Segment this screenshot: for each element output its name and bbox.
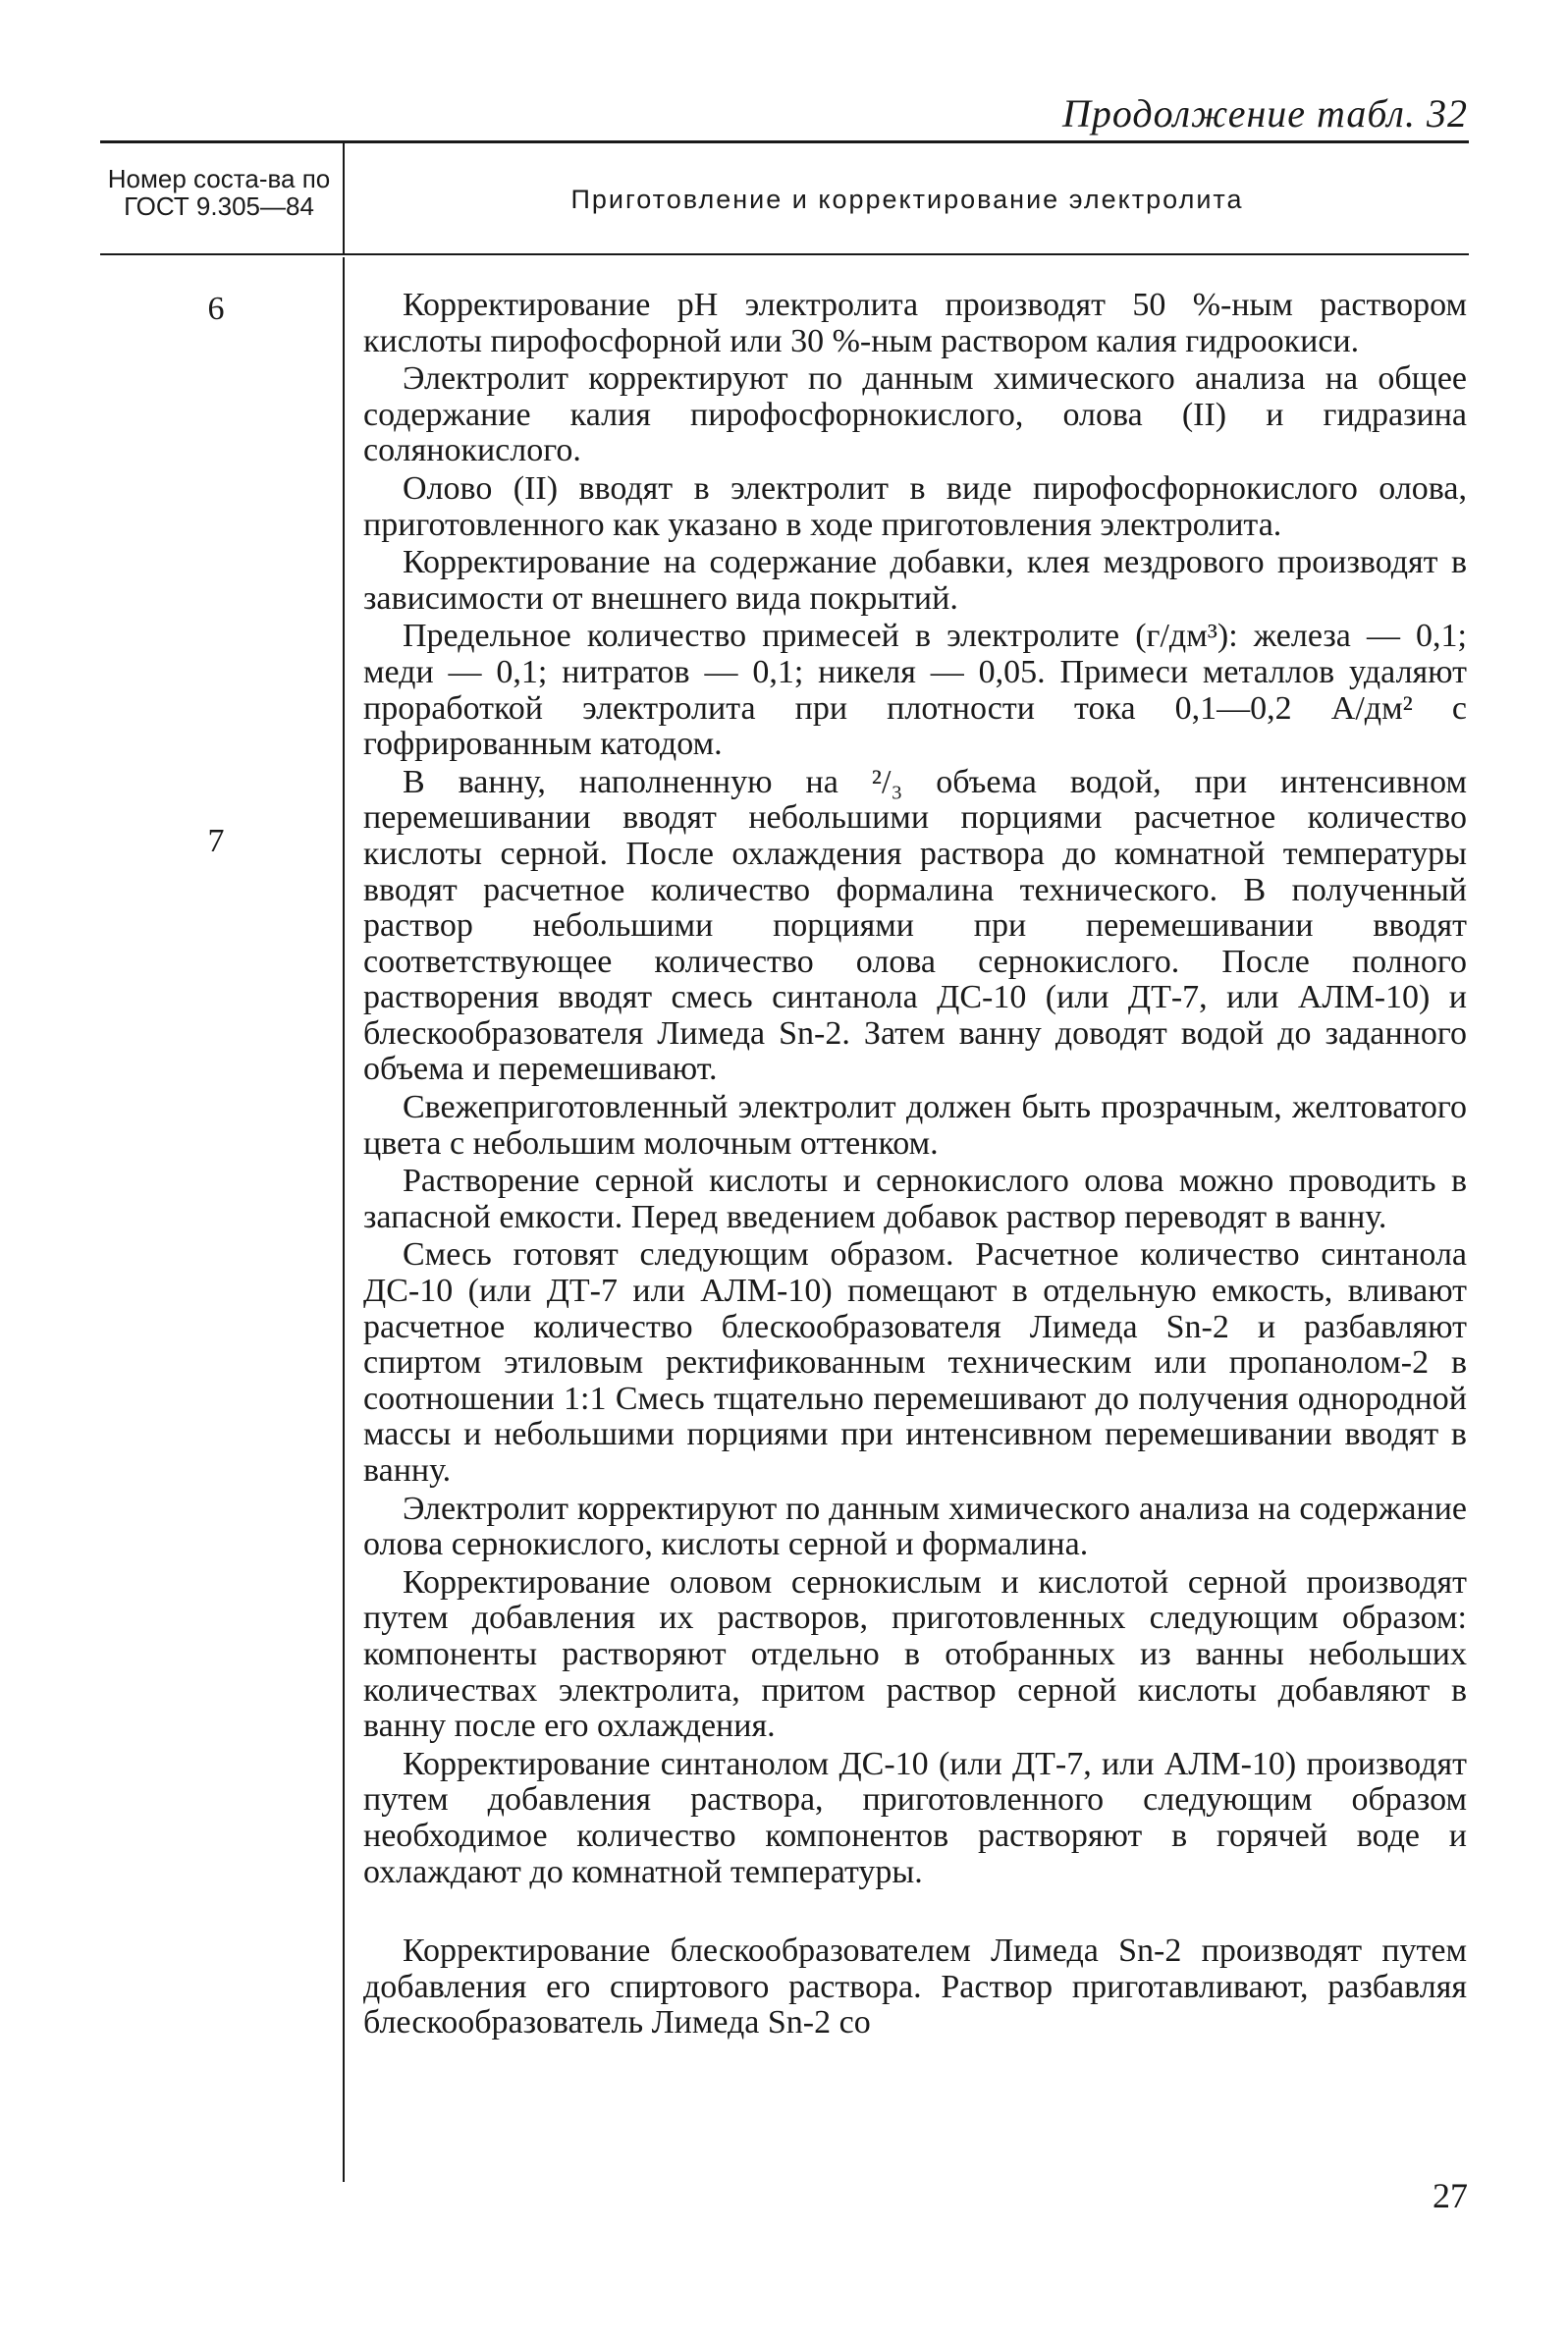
paragraph: Корректирование на содержание добавки, клея мездрового производят в зависимости от внешнего вида покрытий. bbox=[363, 544, 1467, 617]
paragraph: Корректирование блескообразователем Лимеда Sn-2 производят путем добавления его спиртового раствора. Раствор приготавливают, разбавляя блескообразователь Лимеда Sn-2 со bbox=[363, 1933, 1467, 2042]
page-number: 27 bbox=[1433, 2176, 1468, 2215]
paragraph: Корректирование pH электролита производят 50 %-ным раствором кислоты пирофосфорной или 30 %-ным раствором калия гидроокиси. bbox=[363, 287, 1467, 359]
paragraph: В ванну, наполненную на ²/₃ объема водой, при интенсивном перемешивании вводят небольшими порциями расчетное количество кислоты серной. После охлаждения раствора до комнатной температуры вводят расчетное количество формалина технического. В полученный раствор небольшими порциями при перемешивании вводят соответствующее количество олова сернокислого. После полного растворения вводят смесь синтанола ДС-10 (или ДТ-7, или АЛМ-10) и блескообразователя Лимеда Sn-2. Затем ванну доводят водой до заданного объема и перемешивают. bbox=[363, 763, 1467, 1088]
paragraph: Смесь готовят следующим образом. Расчетное количество синтанола ДС-10 (или ДТ-7 или АЛМ-10) помещают в отдельную емкость, вливают расчетное количество блескообразователя Лимеда Sn-2 и разбавляют спиртом этиловым ректификованным техническим или пропанолом-2 в соотношении 1:1 Смесь тщательно перемешивают до получения однородной массы и небольшими порциями при интенсивном перемешивании вводят в ванну. bbox=[363, 1236, 1467, 1489]
table-caption: Продолжение табл. 32 bbox=[1061, 91, 1468, 136]
body-column-divider bbox=[343, 257, 345, 2182]
row-number-6: 6 bbox=[207, 291, 225, 327]
paragraph: Электролит корректируют по данным химического анализа на содержание олова сернокислого, кислоты серной и формалина. bbox=[363, 1490, 1467, 1563]
column-header-composition-number: Номер соста-ва по ГОСТ 9.305—84 bbox=[107, 164, 331, 221]
row-number-7: 7 bbox=[207, 823, 225, 859]
paragraph: Растворение серной кислоты и сернокислого олова можно проводить в запасной емкости. Перед введением добавок раствор переводят в ванну. bbox=[363, 1163, 1467, 1235]
table-body-text bbox=[363, 288, 1467, 2043]
table-top-rule bbox=[100, 140, 1469, 143]
paragraph: Корректирование оловом сернокислым и кислотой серной производят путем добавления их растворов, приготовленных следующим образом: компоненты растворяют отдельно в отобранных из ванны небольших количествах электролита, притом раствор серной кислоты добавляют в ванну после его охлаждения. bbox=[363, 1563, 1467, 1745]
header-bottom-rule bbox=[100, 253, 1469, 255]
paragraph: Олово (II) вводят в электролит в виде пирофосфорнокислого олова, приготовленного как указано в ходе приготовления электролита. bbox=[363, 469, 1467, 543]
paragraph: Корректирование синтанолом ДС-10 (или ДТ-7, или АЛМ-10) производят путем добавления раствора, приготовленного следующим образом необходимое количество компонентов растворяют в горячей воде и охлаждают до комнатной температуры. bbox=[363, 1745, 1467, 1890]
paragraph: Предельное количество примесей в электролите (г/дм³): железа — 0,1; меди — 0,1; нитратов — 0,1; никеля — 0,05. Примеси металлов удаляют проработкой электролита при плотности тока 0,1—0,2 А/дм² с гофрированным катодом. bbox=[363, 618, 1467, 763]
paragraph: Свежеприготовленный электролит должен быть прозрачным, желтоватого цвета с небольшим молочным оттенком. bbox=[363, 1089, 1467, 1162]
paragraph: Электролит корректируют по данным химического анализа на общее содержание калия пирофосфорнокислого, олова (II) и гидразина солянокислого. bbox=[363, 360, 1467, 469]
header-column-divider bbox=[343, 143, 345, 253]
column-header-preparation: Приготовление и корректирование электролита bbox=[570, 185, 1244, 214]
